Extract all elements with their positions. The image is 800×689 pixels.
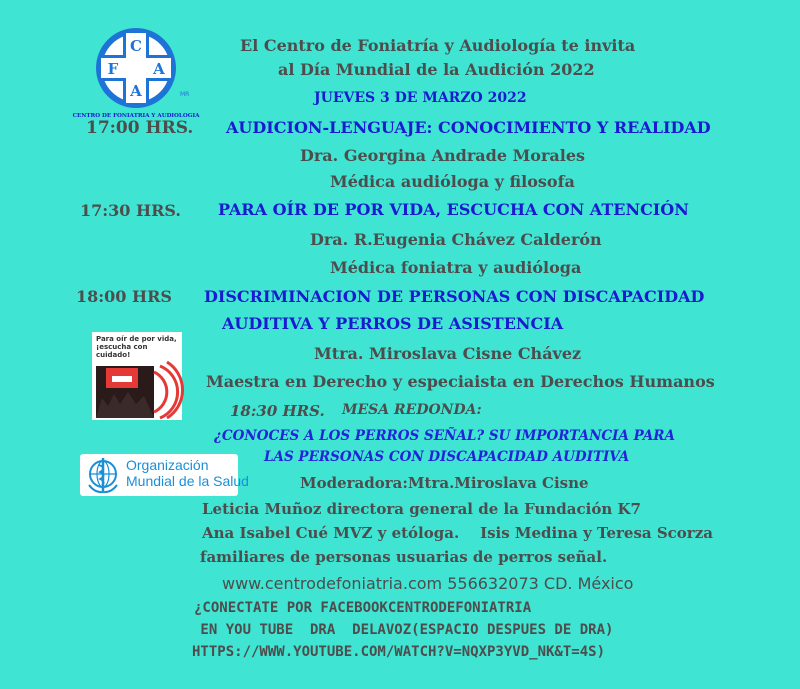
- talk-3-title-line2: AUDITIVA Y PERROS DE ASISTENCIA: [222, 314, 564, 333]
- logo-mark: MR: [180, 91, 190, 98]
- roundtable-moderator: Moderadora:Mtra.Miroslava Cisne: [300, 474, 589, 492]
- roundtable-panelists-2: Ana Isabel Cué MVZ y etóloga. Isis Medina y Teresa Scorza: [202, 524, 713, 542]
- talk-3-role: Maestra en Derecho y especiaista en Derechos Humanos: [206, 372, 715, 391]
- talk-2-title: PARA OÍR DE POR VIDA, ESCUCHA CON ATENCIÓN: [218, 200, 689, 219]
- who-emblem-icon: [83, 455, 123, 495]
- header-date: JUEVES 3 DE MARZO 2022: [314, 90, 527, 106]
- talk-3-title: DISCRIMINACION DE PERSONAS CON DISCAPACIDAD: [204, 287, 705, 306]
- who-name-line1: Organización: [126, 457, 209, 473]
- logo-letter-right: A: [153, 60, 165, 78]
- footer-facebook: ¿CONECTATE POR FACEBOOKCENTRODEFONIATRIA: [194, 600, 532, 616]
- roundtable-time: 18:30 HRS.: [230, 402, 325, 420]
- talk-2-time: 17:30 HRS.: [80, 201, 181, 220]
- talk-1-speaker: Dra. Georgina Andrade Morales: [300, 146, 586, 165]
- header-event-line: al Día Mundial de la Audición 2022: [278, 60, 595, 79]
- talk-3-time: 18:00 HRS: [76, 287, 172, 306]
- talk-1-time: 17:00 HRS.: [86, 118, 194, 138]
- logo-letter-left: F: [107, 60, 119, 78]
- thumbnail-caption: Para oír de por vida, ¡escucha con cuidado!: [96, 335, 177, 359]
- roundtable-panelists-3: familiares de personas usuarias de perros señal.: [200, 548, 608, 566]
- cfa-logo-cross-icon: [72, 24, 200, 120]
- header-invite-line: El Centro de Foniatría y Audiología te invita: [240, 36, 636, 55]
- talk-1-role: Médica audióloga y filosofa: [330, 172, 575, 191]
- who-name-line2: Mundial de la Salud: [126, 473, 249, 489]
- logo-letter-top: C: [130, 37, 142, 55]
- roundtable-question-line2: LAS PERSONAS CON DISCAPACIDAD AUDITIVA: [264, 449, 630, 465]
- talk-2-speaker: Dra. R.Eugenia Chávez Calderón: [310, 230, 602, 249]
- logo-letter-bottom: A: [130, 82, 142, 100]
- footer-youtube-url[interactable]: HTTPS://WWW.YOUTUBE.COM/WATCH?V=NQXP3YVD_NK&T=4S): [192, 644, 606, 660]
- footer-website-phone[interactable]: www.centrodefoniatria.com 556632073 CD. México: [222, 574, 634, 593]
- footer-youtube: EN YOU TUBE DRA DELAVOZ(ESPACIO DESPUES DE DRA): [192, 622, 614, 638]
- talk-3-speaker: Mtra. Miroslava Cisne Chávez: [314, 344, 582, 363]
- logo-name: CENTRO DE FONIATRIA Y AUDIOLOGIA: [72, 113, 200, 119]
- talk-1-title: AUDICION-LENGUAJE: CONOCIMIENTO Y REALIDAD: [226, 118, 711, 137]
- roundtable-label: MESA REDONDA:: [342, 402, 482, 418]
- hearing-campaign-thumbnail: [92, 332, 182, 420]
- who-logo: [80, 454, 249, 496]
- roundtable-panelist-1: Leticia Muñoz directora general de la Fundación K7: [202, 500, 641, 518]
- roundtable-question-line1: ¿CONOCES A LOS PERROS SEÑAL? SU IMPORTANCIA PARA: [214, 428, 675, 444]
- cfa-logo: [72, 24, 200, 120]
- talk-2-role: Médica foniatra y audióloga: [330, 258, 582, 277]
